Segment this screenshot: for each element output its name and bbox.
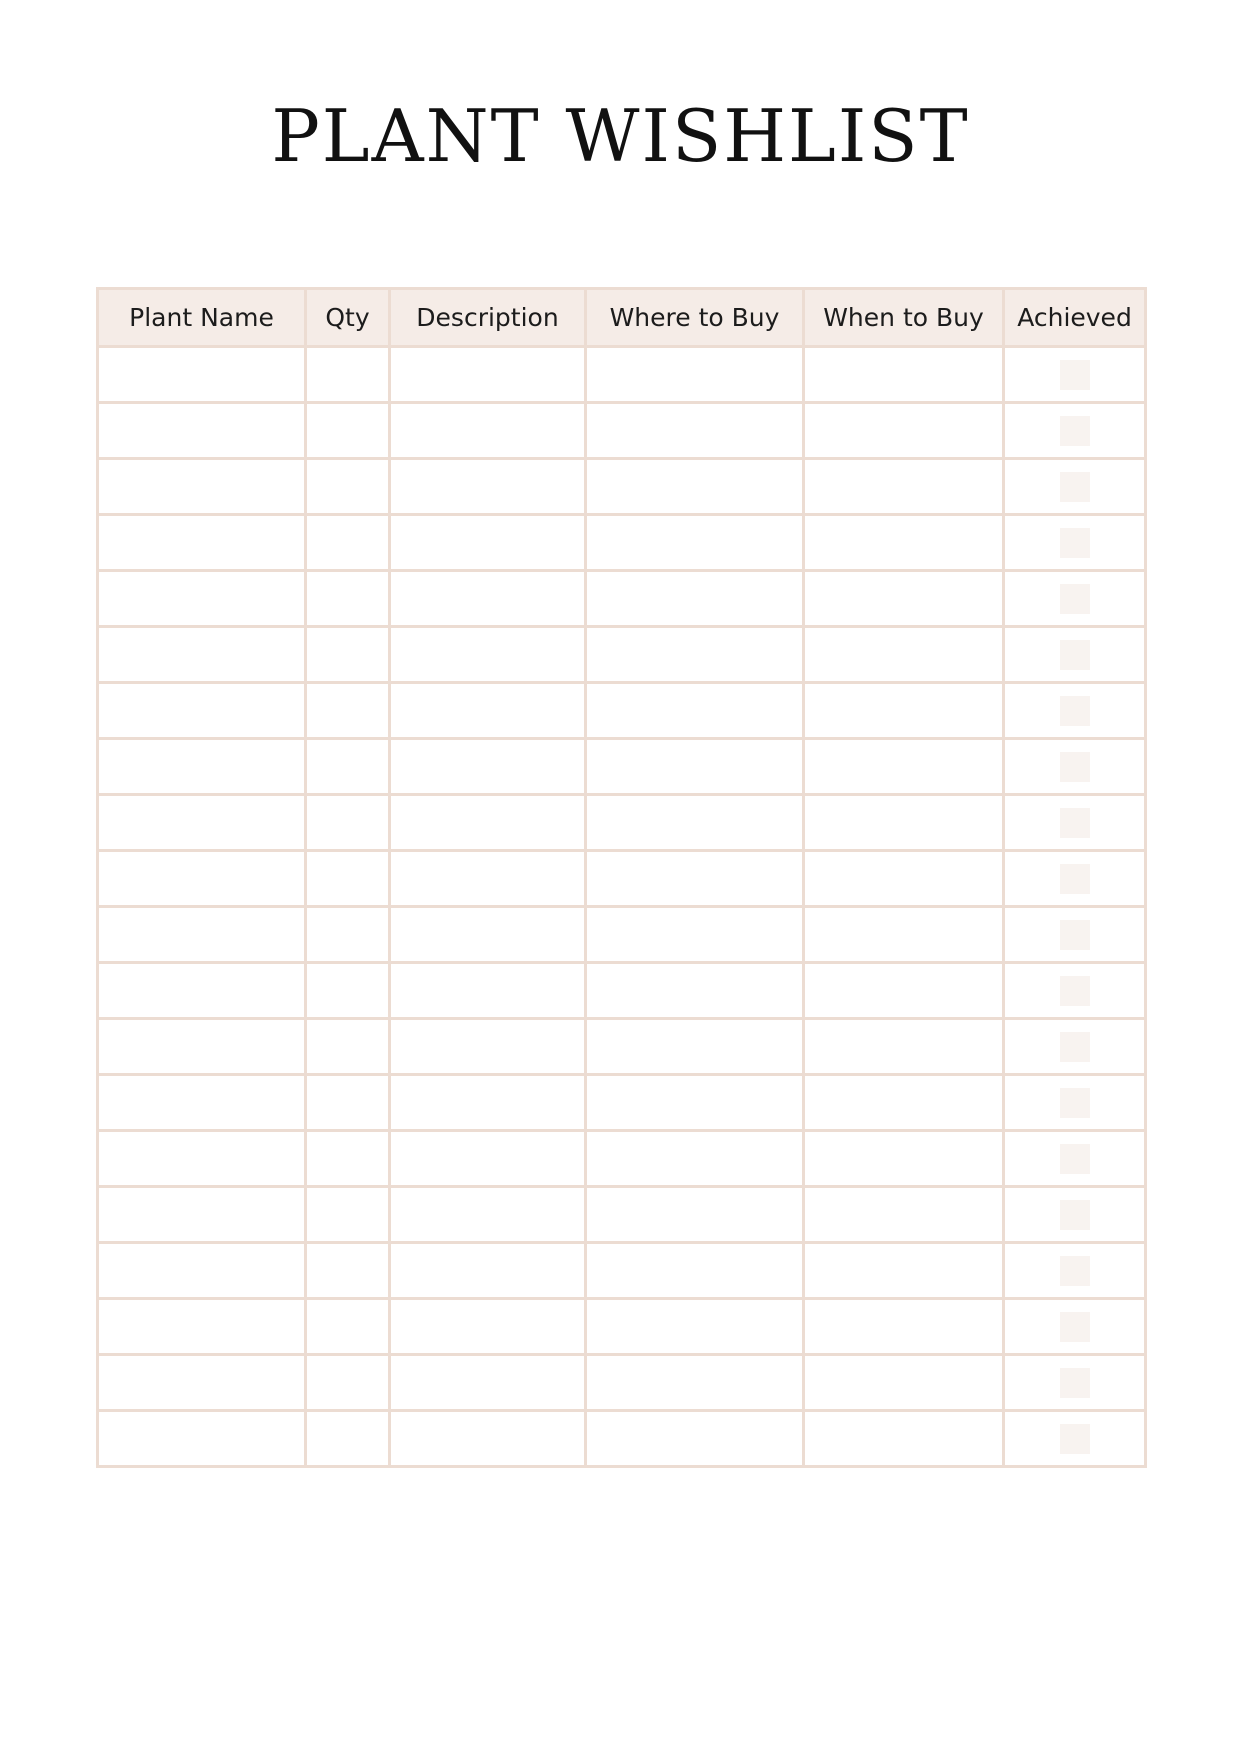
table-row: [98, 739, 1146, 795]
achieved-checkbox[interactable]: [1060, 584, 1090, 614]
cell-when-to-buy[interactable]: [804, 1243, 1004, 1299]
cell-where-to-buy[interactable]: [586, 1411, 804, 1467]
achieved-checkbox[interactable]: [1060, 528, 1090, 558]
table-row: [98, 1019, 1146, 1075]
table-row: [98, 1243, 1146, 1299]
cell-achieved: [1004, 1019, 1146, 1075]
cell-description[interactable]: [390, 683, 586, 739]
cell-achieved: [1004, 1299, 1146, 1355]
cell-where-to-buy[interactable]: [586, 1187, 804, 1243]
cell-where-to-buy[interactable]: [586, 403, 804, 459]
column-header-description: Description: [390, 289, 586, 347]
table-body: [98, 347, 1146, 1467]
cell-when-to-buy[interactable]: [804, 1019, 1004, 1075]
cell-when-to-buy[interactable]: [804, 683, 1004, 739]
cell-plant-name[interactable]: [98, 1411, 306, 1467]
cell-where-to-buy[interactable]: [586, 515, 804, 571]
cell-plant-name[interactable]: [98, 683, 306, 739]
achieved-checkbox[interactable]: [1060, 752, 1090, 782]
cell-description[interactable]: [390, 1299, 586, 1355]
table-row: [98, 1355, 1146, 1411]
table-header-row: [98, 289, 1146, 347]
cell-plant-name[interactable]: [98, 627, 306, 683]
cell-description[interactable]: [390, 739, 586, 795]
cell-achieved: [1004, 515, 1146, 571]
cell-plant-name[interactable]: [98, 515, 306, 571]
cell-when-to-buy[interactable]: [804, 1299, 1004, 1355]
cell-plant-name[interactable]: [98, 851, 306, 907]
table-row: [98, 1075, 1146, 1131]
cell-when-to-buy[interactable]: [804, 347, 1004, 403]
table-row: [98, 627, 1146, 683]
cell-description[interactable]: [390, 627, 586, 683]
cell-description[interactable]: [390, 459, 586, 515]
achieved-checkbox[interactable]: [1060, 416, 1090, 446]
cell-plant-name[interactable]: [98, 907, 306, 963]
cell-description[interactable]: [390, 1411, 586, 1467]
cell-description[interactable]: [390, 1355, 586, 1411]
wishlist-table: [96, 287, 1147, 1468]
cell-where-to-buy[interactable]: [586, 571, 804, 627]
achieved-checkbox[interactable]: [1060, 1200, 1090, 1230]
cell-achieved: [1004, 1131, 1146, 1187]
table-row: [98, 459, 1146, 515]
cell-qty[interactable]: [306, 907, 390, 963]
cell-achieved: [1004, 403, 1146, 459]
cell-when-to-buy[interactable]: [804, 627, 1004, 683]
cell-achieved: [1004, 739, 1146, 795]
page-title: PLANT WISHLIST: [271, 94, 970, 178]
cell-qty[interactable]: [306, 683, 390, 739]
cell-where-to-buy[interactable]: [586, 627, 804, 683]
achieved-checkbox[interactable]: [1060, 696, 1090, 726]
cell-qty[interactable]: [306, 1075, 390, 1131]
column-header-qty: Qty: [306, 289, 390, 347]
cell-description[interactable]: [390, 1243, 586, 1299]
cell-qty[interactable]: [306, 459, 390, 515]
cell-where-to-buy[interactable]: [586, 459, 804, 515]
table-row: [98, 1411, 1146, 1467]
achieved-checkbox[interactable]: [1060, 976, 1090, 1006]
cell-description[interactable]: [390, 963, 586, 1019]
achieved-checkbox[interactable]: [1060, 1424, 1090, 1454]
table-row: [98, 347, 1146, 403]
cell-achieved: [1004, 1355, 1146, 1411]
cell-plant-name[interactable]: [98, 739, 306, 795]
cell-achieved: [1004, 627, 1146, 683]
cell-achieved: [1004, 795, 1146, 851]
cell-description[interactable]: [390, 347, 586, 403]
cell-qty[interactable]: [306, 347, 390, 403]
achieved-checkbox[interactable]: [1060, 1032, 1090, 1062]
cell-qty[interactable]: [306, 1131, 390, 1187]
cell-where-to-buy[interactable]: [586, 1131, 804, 1187]
table-row: [98, 515, 1146, 571]
cell-where-to-buy[interactable]: [586, 1019, 804, 1075]
table-row: [98, 851, 1146, 907]
table-row: [98, 683, 1146, 739]
cell-where-to-buy[interactable]: [586, 795, 804, 851]
cell-qty[interactable]: [306, 403, 390, 459]
cell-plant-name[interactable]: [98, 1075, 306, 1131]
cell-where-to-buy[interactable]: [586, 1075, 804, 1131]
cell-qty[interactable]: [306, 851, 390, 907]
achieved-checkbox[interactable]: [1060, 360, 1090, 390]
cell-plant-name[interactable]: [98, 1243, 306, 1299]
cell-where-to-buy[interactable]: [586, 739, 804, 795]
table-row: [98, 571, 1146, 627]
table-row: [98, 1187, 1146, 1243]
cell-qty[interactable]: [306, 571, 390, 627]
cell-qty[interactable]: [306, 627, 390, 683]
column-header-where-to-buy: Where to Buy: [586, 289, 804, 347]
cell-when-to-buy[interactable]: [804, 515, 1004, 571]
cell-when-to-buy[interactable]: [804, 795, 1004, 851]
cell-plant-name[interactable]: [98, 571, 306, 627]
column-header-achieved: Achieved: [1004, 289, 1146, 347]
cell-plant-name[interactable]: [98, 347, 306, 403]
cell-achieved: [1004, 963, 1146, 1019]
cell-when-to-buy[interactable]: [804, 739, 1004, 795]
cell-description[interactable]: [390, 851, 586, 907]
cell-plant-name[interactable]: [98, 403, 306, 459]
cell-plant-name[interactable]: [98, 1355, 306, 1411]
achieved-checkbox[interactable]: [1060, 1088, 1090, 1118]
table-row: [98, 1299, 1146, 1355]
table-row: [98, 963, 1146, 1019]
cell-description[interactable]: [390, 1131, 586, 1187]
cell-when-to-buy[interactable]: [804, 1411, 1004, 1467]
cell-where-to-buy[interactable]: [586, 683, 804, 739]
cell-achieved: [1004, 1411, 1146, 1467]
cell-description[interactable]: [390, 403, 586, 459]
cell-qty[interactable]: [306, 1019, 390, 1075]
cell-where-to-buy[interactable]: [586, 347, 804, 403]
cell-qty[interactable]: [306, 1355, 390, 1411]
cell-when-to-buy[interactable]: [804, 1355, 1004, 1411]
achieved-checkbox[interactable]: [1060, 1256, 1090, 1286]
cell-where-to-buy[interactable]: [586, 1243, 804, 1299]
cell-achieved: [1004, 1187, 1146, 1243]
cell-description[interactable]: [390, 907, 586, 963]
cell-when-to-buy[interactable]: [804, 1131, 1004, 1187]
cell-qty[interactable]: [306, 1187, 390, 1243]
cell-qty[interactable]: [306, 515, 390, 571]
table-row: [98, 1131, 1146, 1187]
cell-description[interactable]: [390, 571, 586, 627]
cell-plant-name[interactable]: [98, 1187, 306, 1243]
cell-description[interactable]: [390, 795, 586, 851]
achieved-checkbox[interactable]: [1060, 1368, 1090, 1398]
achieved-checkbox[interactable]: [1060, 1312, 1090, 1342]
cell-achieved: [1004, 683, 1146, 739]
cell-where-to-buy[interactable]: [586, 1299, 804, 1355]
cell-when-to-buy[interactable]: [804, 851, 1004, 907]
cell-achieved: [1004, 347, 1146, 403]
cell-achieved: [1004, 851, 1146, 907]
cell-achieved: [1004, 1243, 1146, 1299]
cell-plant-name[interactable]: [98, 795, 306, 851]
cell-description[interactable]: [390, 1075, 586, 1131]
cell-achieved: [1004, 571, 1146, 627]
cell-qty[interactable]: [306, 1299, 390, 1355]
cell-qty[interactable]: [306, 963, 390, 1019]
cell-where-to-buy[interactable]: [586, 907, 804, 963]
cell-where-to-buy[interactable]: [586, 963, 804, 1019]
cell-when-to-buy[interactable]: [804, 403, 1004, 459]
cell-when-to-buy[interactable]: [804, 1075, 1004, 1131]
column-header-when-to-buy: When to Buy: [804, 289, 1004, 347]
table-row: [98, 403, 1146, 459]
column-header-plant-name: Plant Name: [98, 289, 306, 347]
cell-where-to-buy[interactable]: [586, 851, 804, 907]
cell-achieved: [1004, 907, 1146, 963]
table-row: [98, 795, 1146, 851]
cell-plant-name[interactable]: [98, 1299, 306, 1355]
achieved-checkbox[interactable]: [1060, 1144, 1090, 1174]
cell-description[interactable]: [390, 1019, 586, 1075]
cell-qty[interactable]: [306, 1411, 390, 1467]
cell-when-to-buy[interactable]: [804, 1187, 1004, 1243]
cell-qty[interactable]: [306, 739, 390, 795]
cell-when-to-buy[interactable]: [804, 907, 1004, 963]
cell-achieved: [1004, 1075, 1146, 1131]
cell-plant-name[interactable]: [98, 459, 306, 515]
cell-where-to-buy[interactable]: [586, 1355, 804, 1411]
achieved-checkbox[interactable]: [1060, 864, 1090, 894]
cell-when-to-buy[interactable]: [804, 459, 1004, 515]
achieved-checkbox[interactable]: [1060, 640, 1090, 670]
cell-description[interactable]: [390, 1187, 586, 1243]
cell-when-to-buy[interactable]: [804, 571, 1004, 627]
cell-plant-name[interactable]: [98, 1019, 306, 1075]
table-row: [98, 907, 1146, 963]
achieved-checkbox[interactable]: [1060, 920, 1090, 950]
achieved-checkbox[interactable]: [1060, 472, 1090, 502]
achieved-checkbox[interactable]: [1060, 808, 1090, 838]
cell-plant-name[interactable]: [98, 1131, 306, 1187]
cell-when-to-buy[interactable]: [804, 963, 1004, 1019]
cell-plant-name[interactable]: [98, 963, 306, 1019]
cell-qty[interactable]: [306, 1243, 390, 1299]
cell-description[interactable]: [390, 515, 586, 571]
cell-achieved: [1004, 459, 1146, 515]
cell-qty[interactable]: [306, 795, 390, 851]
